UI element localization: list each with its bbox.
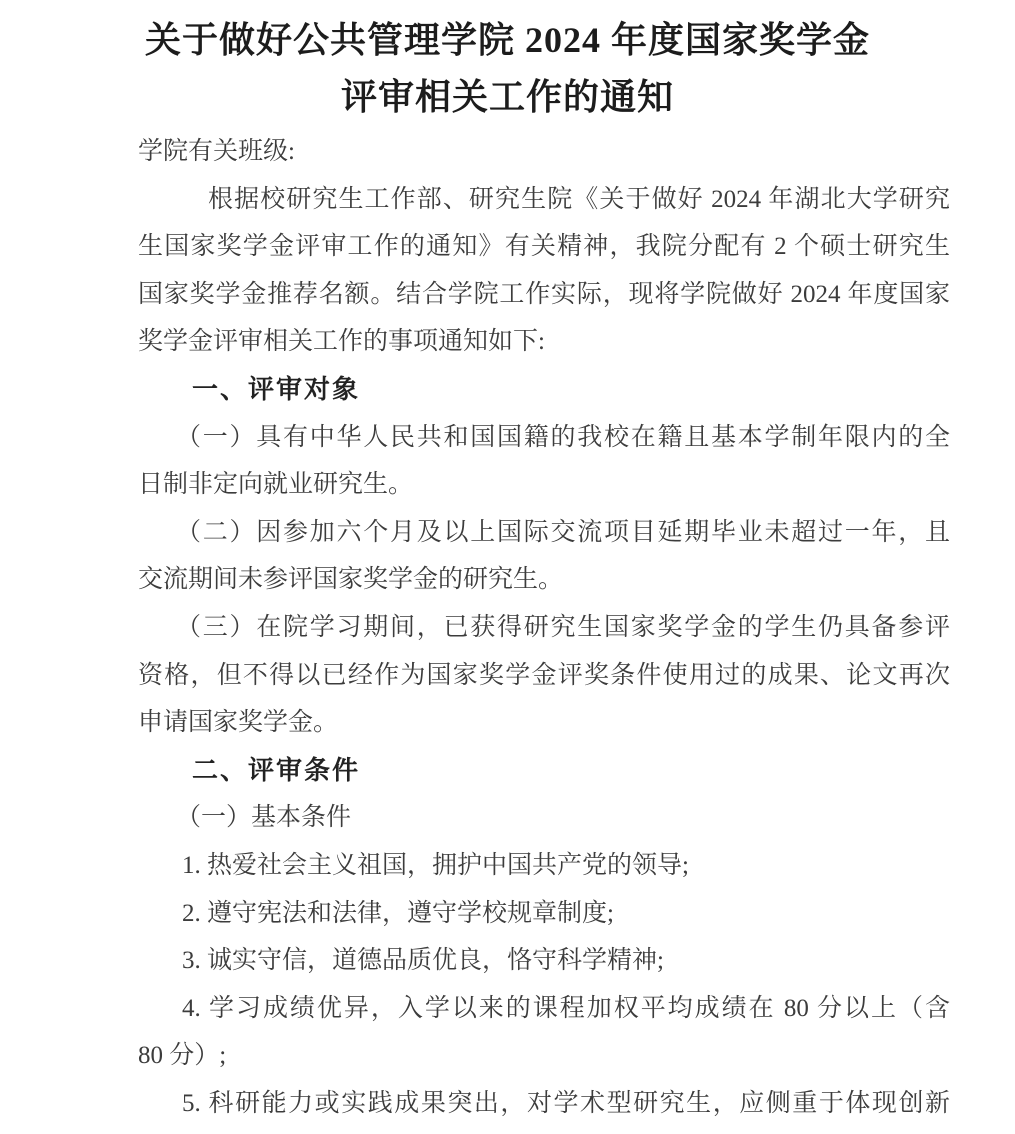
document-line: 奖学金评审相关工作的事项通知如下: — [138, 328, 545, 356]
document-line: 80 分）; — [138, 1042, 227, 1070]
document-title-line1: 关于做好公共管理学院 2024 年度国家奖学金 — [144, 20, 870, 60]
document-line: （一）具有中华人民共和国国籍的我校在籍且基本学制年限内的全 — [176, 423, 950, 451]
document-line: 生国家奖学金评审工作的通知》有关精神，我院分配有 2 个硕士研究生 — [138, 233, 950, 261]
document-body — [0, 128, 1015, 1127]
document-line: 国家奖学金推荐名额。结合学院工作实际，现将学院做好 2024 年度国家 — [138, 280, 950, 308]
section-heading: 二、评审条件 — [192, 754, 361, 785]
document-title-line2: 评审相关工作的通知 — [340, 77, 674, 117]
document-line: 2. 遵守宪法和法律，遵守学校规章制度; — [182, 899, 614, 927]
document-page — [0, 12, 1015, 1134]
document-line: 4. 学习成绩优异，入学以来的课程加权平均成绩在 80 分以上（含 — [182, 994, 950, 1022]
document-line: 日制非定向就业研究生。 — [138, 471, 414, 499]
document-line: 申请国家奖学金。 — [138, 709, 339, 737]
section-heading: 一、评审对象 — [192, 373, 361, 404]
document-line: 1. 热爱社会主义祖国，拥护中国共产党的领导; — [182, 851, 689, 879]
document-line: 根据校研究生工作部、研究生院《关于做好 2024 年湖北大学研究 — [208, 185, 950, 213]
document-title — [70, 12, 945, 126]
document-line: 学院有关班级: — [138, 138, 295, 165]
document-line: 5. 科研能力或实践成果突出，对学术型研究生，应侧重于体现创新 — [182, 1089, 950, 1117]
document-line: 交流期间未参评国家奖学金的研究生。 — [138, 566, 564, 594]
document-line: （三）在院学习期间，已获得研究生国家奖学金的学生仍具备参评 — [176, 613, 950, 641]
document-line: （二）因参加六个月及以上国际交流项目延期毕业未超过一年，且 — [176, 518, 950, 546]
document-line: 3. 诚实守信，道德品质优良，恪守科学精神; — [182, 947, 664, 975]
document-line: （一）基本条件 — [176, 804, 352, 832]
document-line: 资格，但不得以已经作为国家奖学金评奖条件使用过的成果、论文再次 — [138, 661, 950, 689]
